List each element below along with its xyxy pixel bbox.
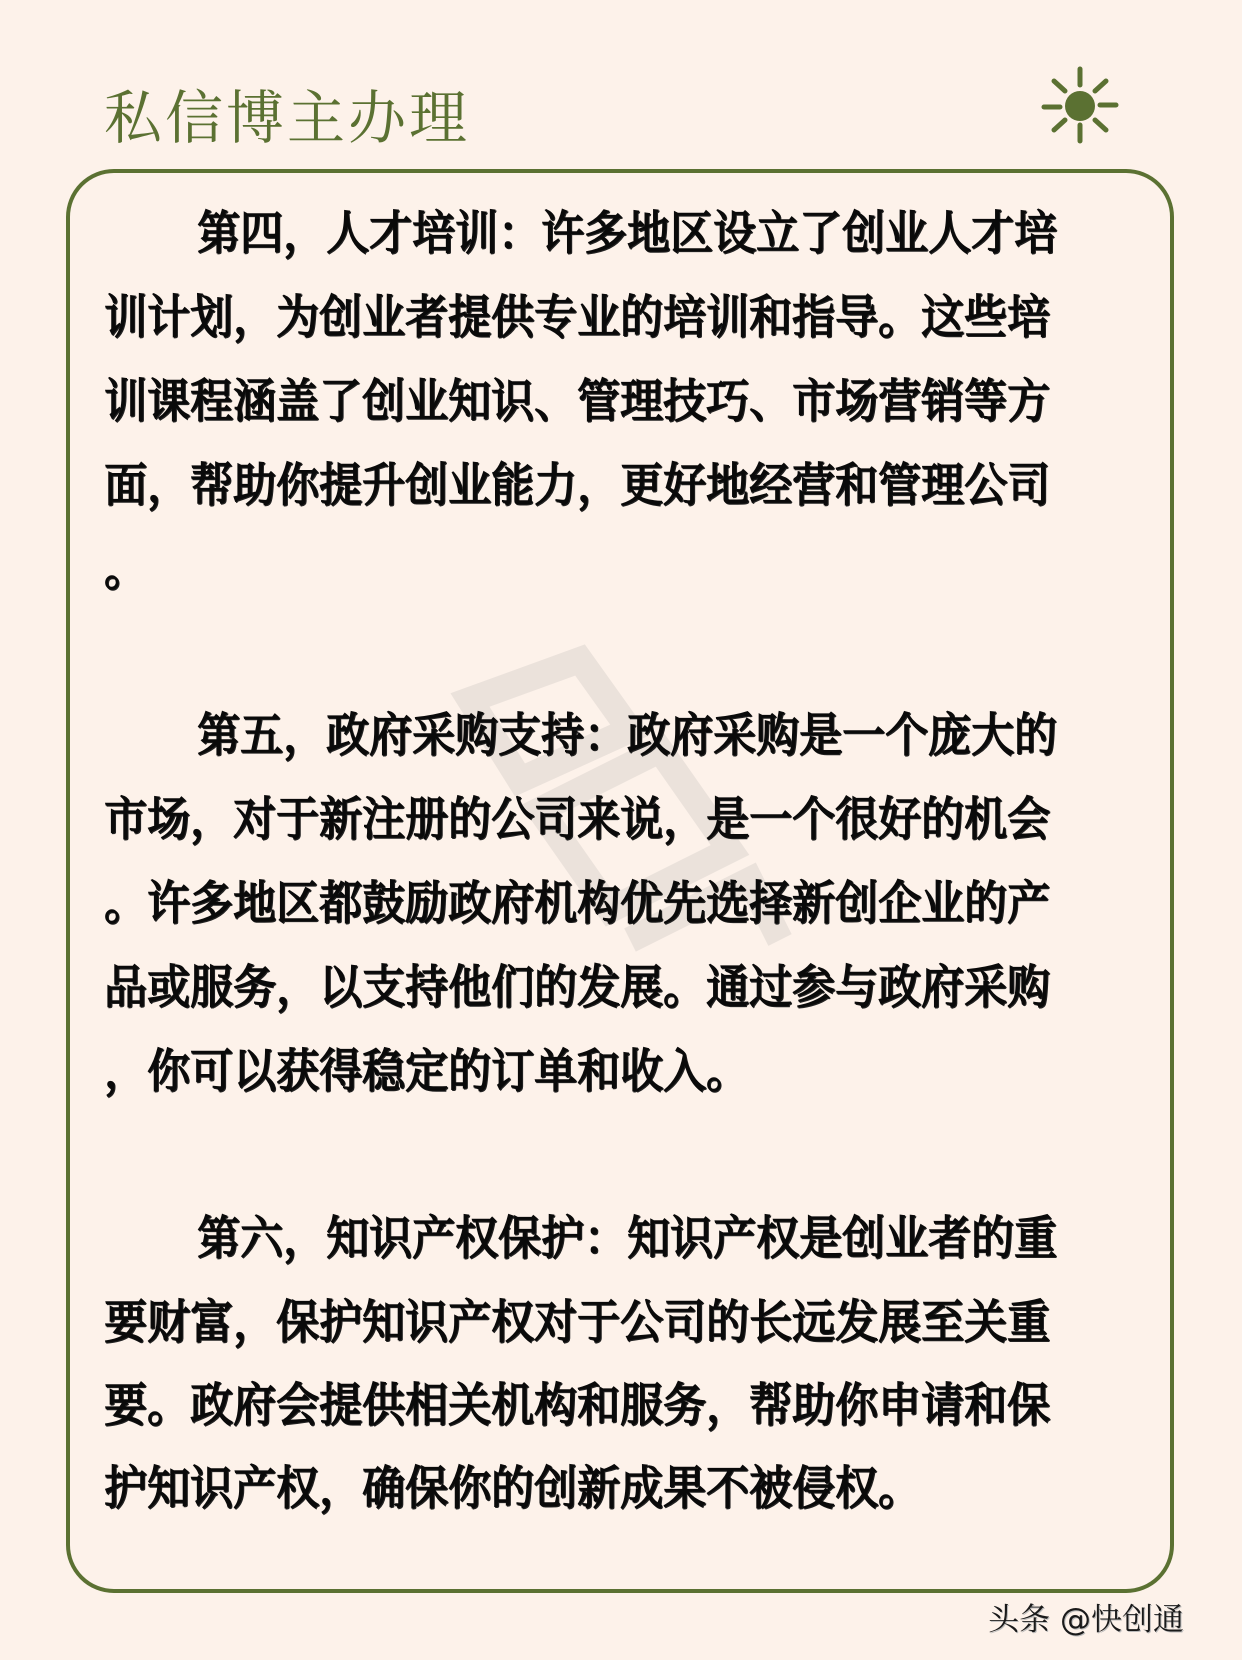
paragraph-2-line-3: 。许多地区都鼓励政府机构优先选择新创企业的产 xyxy=(104,877,1050,931)
page-title: 私信博主办理 xyxy=(104,84,471,152)
paragraph-3-line-3: 要。政府会提供相关机构和服务，帮助你申请和保 xyxy=(104,1379,1050,1433)
paragraph-2-line-2: 市场，对于新注册的公司来说，是一个很好的机会 xyxy=(104,793,1050,847)
sun-icon xyxy=(1040,65,1120,145)
paragraph-1-line-3: 训课程涵盖了创业知识、管理技巧、市场营销等方 xyxy=(104,375,1050,429)
paragraph-2-line-4: 品或服务，以支持他们的发展。通过参与政府采购 xyxy=(104,961,1050,1015)
paragraph-3-line-1: 第六，知识产权保护：知识产权是创业者的重 xyxy=(197,1212,1057,1266)
paragraph-3-line-4: 护知识产权，确保你的创新成果不被侵权。 xyxy=(104,1462,921,1516)
paragraph-3-line-2: 要财富，保护知识产权对于公司的长远发展至关重 xyxy=(104,1296,1050,1350)
paragraph-2-line-5: ，你可以获得稳定的订单和收入。 xyxy=(104,1045,749,1099)
paragraph-1-line-4: 面，帮助你提升创业能力，更好地经营和管理公司 xyxy=(104,459,1050,513)
paragraph-2-line-1: 第五，政府采购支持：政府采购是一个庞大的 xyxy=(197,709,1057,763)
paragraph-1-line-2: 训计划，为创业者提供专业的培训和指导。这些培 xyxy=(104,291,1050,345)
paragraph-1-line-1: 第四，人才培训：许多地区设立了创业人才培 xyxy=(197,207,1057,261)
paragraph-1-line-5: 。 xyxy=(104,543,147,597)
source-credit: 头条 @快创通 xyxy=(988,1602,1184,1638)
